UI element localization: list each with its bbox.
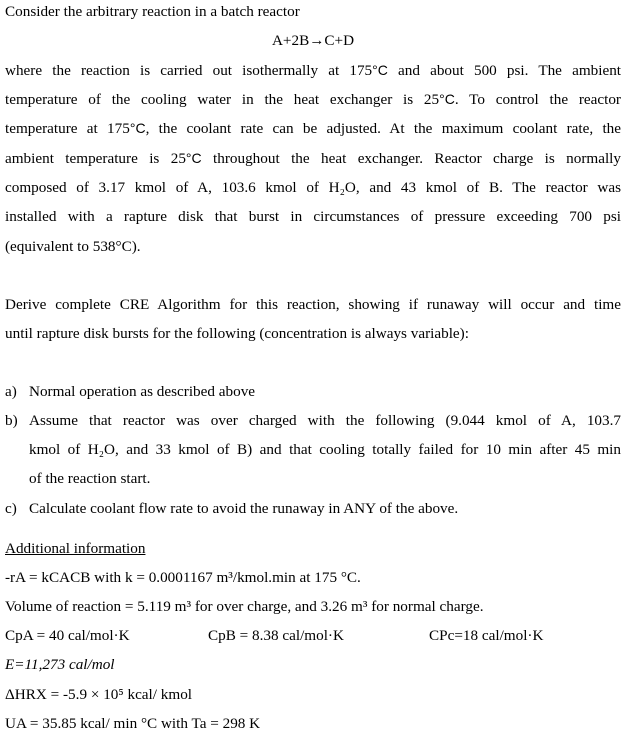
paragraph-1-line-4: ambient temperature is 25°C throughout the heat exchanger. Reactor charge is normally [5, 150, 621, 167]
heat-transfer-ua: UA = 35.85 kcal/ min °C with Ta = 298 K [5, 715, 261, 732]
paragraph-1-line-6: installed with a rapture disk that burst in circumstances of pressure exceeding 700 psi [5, 208, 621, 225]
paragraph-1-line-2: temperature of the cooling water in the heat exchanger is 25°C. To control the reactor [5, 91, 621, 108]
heat-of-reaction: ΔHRX = -5.9 × 10⁵ kcal/ kmol [5, 686, 193, 703]
paragraph-1-line-7: (equivalent to 538°C). [5, 238, 141, 255]
list-item-text: Calculate coolant flow rate to avoid the runaway in ANY of the above. [29, 500, 459, 517]
additional-info-heading: Additional information [5, 540, 146, 557]
paragraph-2-line-1: Derive complete CRE Algorithm for this reaction, showing if runaway will occur and time [5, 296, 621, 313]
paragraph-1-line-3: temperature at 175°C, the coolant rate can be adjusted. At the maximum coolant rate, the [5, 120, 621, 137]
paragraph-2-line-2: until rapture disk bursts for the following (concentration is always variable): [5, 325, 469, 342]
list-item-label: b) [5, 412, 18, 429]
paragraph-1-line-5: composed of 3.17 kmol of A, 103.6 kmol of H₂O, and 43 kmol of B. The reactor was [5, 179, 621, 196]
heat-capacity-b: CpB = 8.38 cal/mol·K [208, 627, 344, 644]
list-item-text: Assume that reactor was over charged with the following (9.044 kmol of A, 103.7 [29, 412, 621, 429]
list-item-text: of the reaction start. [29, 470, 151, 487]
list-item-label: a) [5, 383, 17, 400]
heat-capacity-c: CPc=18 cal/mol·K [429, 627, 544, 644]
heat-capacity-a: CpA = 40 cal/mol·K [5, 627, 130, 644]
rate-law: -rA = kCACB with k = 0.0001167 m³/kmol.min at 175 °C. [5, 569, 361, 586]
activation-energy: E=11,273 cal/mol [5, 656, 115, 673]
paragraph-1-line-1: where the reaction is carried out isothermally at 175°C and about 500 psi. The ambient [5, 62, 622, 79]
list-item-text: Normal operation as described above [29, 383, 256, 400]
list-item-text: kmol of H₂O, and 33 kmol of B) and that cooling totally failed for 10 min after 45 min [29, 441, 621, 458]
reaction-volume: Volume of reaction = 5.119 m³ for over charge, and 3.26 m³ for normal charge. [5, 598, 484, 615]
list-item-label: c) [5, 500, 17, 517]
reaction-equation: A+2B→C+D [271, 32, 355, 49]
intro-text: Consider the arbitrary reaction in a batch reactor [5, 3, 300, 20]
